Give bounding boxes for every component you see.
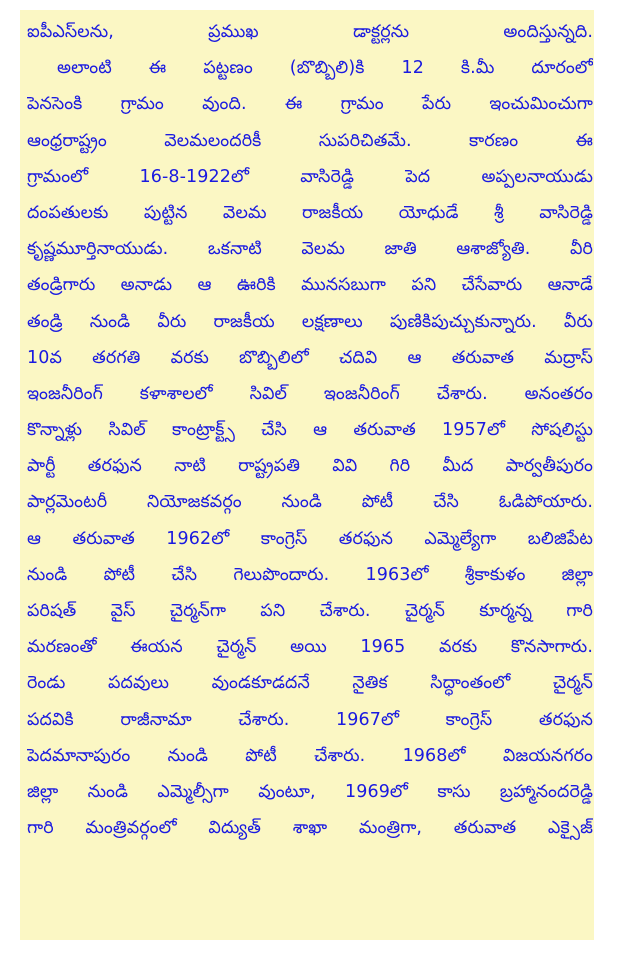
- text-line-23: గారి మంత్రివర్గంలో విద్యుత్ శాఖా మంత్రిగా, తరువాత ఎక్సైజ్: [27, 818, 593, 839]
- text-line-17: పరిషత్ వైస్ చైర్మన్‌గా పని చేశారు. చైర్మన్ కూర్మన్న గారి: [27, 601, 593, 621]
- text-line-5: గ్రామంలో 16-8-1922లో వాసిరెడ్డి పెద అప్పలనాయుడు: [27, 166, 593, 187]
- text-line-11: ఇంజనీరింగ్ కళాశాలలో సివిల్ ఇంజనీరింగ్ చేశారు. అనంతరం: [27, 383, 593, 404]
- text-line-18: మరణంతో ఈయన చైర్మన్ అయి 1965 వరకు కొనసాగారు.: [27, 637, 593, 658]
- text-line-13: పార్టీ తరఫున నాటి రాష్ట్రపతి వివి గిరి మీద పార్వతీపురం: [27, 456, 593, 477]
- text-line-15: ఆ తరువాత 1962లో కాంగ్రెస్ తరఫున ఎమ్మెల్యేగా బలిజిపేట: [27, 528, 593, 549]
- text-line-8: తండ్రిగారు అనాడు ఆ ఊరికి మునసబుగా పని చేసేవారు ఆనాడే: [27, 275, 593, 296]
- text-line-6: దంపతులకు పుట్టిన వెలమ రాజకీయ యోధుడే శ్రీ వాసిరెడ్డి: [27, 202, 593, 223]
- text-line-22: జిల్లా నుండి ఎమ్మెల్సీగా వుంటూ, 1969లో కాసు బ్రహ్మానందరెడ్డి: [27, 781, 593, 802]
- text-line-14: పార్లమెంటరీ నియోజకవర్గం నుండి పోటీ చేసి ఓడిపోయారు.: [27, 492, 593, 513]
- text-line-16: నుండి పోటీ చేసి గెలుపొందారు. 1963లో శ్రీకాకుళం జిల్లా: [27, 564, 593, 585]
- text-line-9: తండ్రి నుండి వీరు రాజకీయ లక్షణాలు పుణికిపుచ్చుకున్నారు. వీరు: [27, 311, 593, 332]
- text-line-7: కృష్ణమూర్తినాయుడు. ఒకనాటి వెలమ జాతి ఆశాజ్యోతి. వీరి: [27, 239, 593, 260]
- text-line-1: ఐపీఎస్‌లను, ప్రముఖ డాక్టర్లను అందిస్తున్నది.: [27, 22, 593, 42]
- text-line-4: ఆంధ్రరాష్ట్రం వెలమలందరికీ సుపరిచితమే. కారణం ఈ: [27, 130, 593, 151]
- text-line-10: 10వ తరగతి వరకు బొబ్బిలిలో చదివి ఆ తరువాత మద్రాస్: [27, 347, 593, 368]
- text-line-2: అలాంటి ఈ పట్టణం (బొబ్బిలి)కి 12 కి.మీ దూరంలో: [57, 58, 593, 79]
- text-line-21: పెదమానాపురం నుండి పోటీ చేశారు. 1968లో విజయనగరం: [27, 745, 593, 766]
- text-line-12: కొన్నాళ్లు సివిల్ కాంట్రాక్ట్స్ చేసి ఆ తరువాత 1957లో సోషలిస్టు: [27, 420, 593, 441]
- text-line-19: రెండు పదవులు వుండకూడదనే నైతిక సిద్ధాంతంలో చైర్మన్: [27, 673, 593, 694]
- text-line-20: పదవికి రాజీనామా చేశారు. 1967లో కాంగ్రెస్ తరఫున: [27, 709, 593, 730]
- text-line-3: పెనసెంకి గ్రామం వుంది. ఈ గ్రామం పేరు ఇంచుమించుగా: [27, 94, 593, 115]
- body-text: [27, 14, 593, 846]
